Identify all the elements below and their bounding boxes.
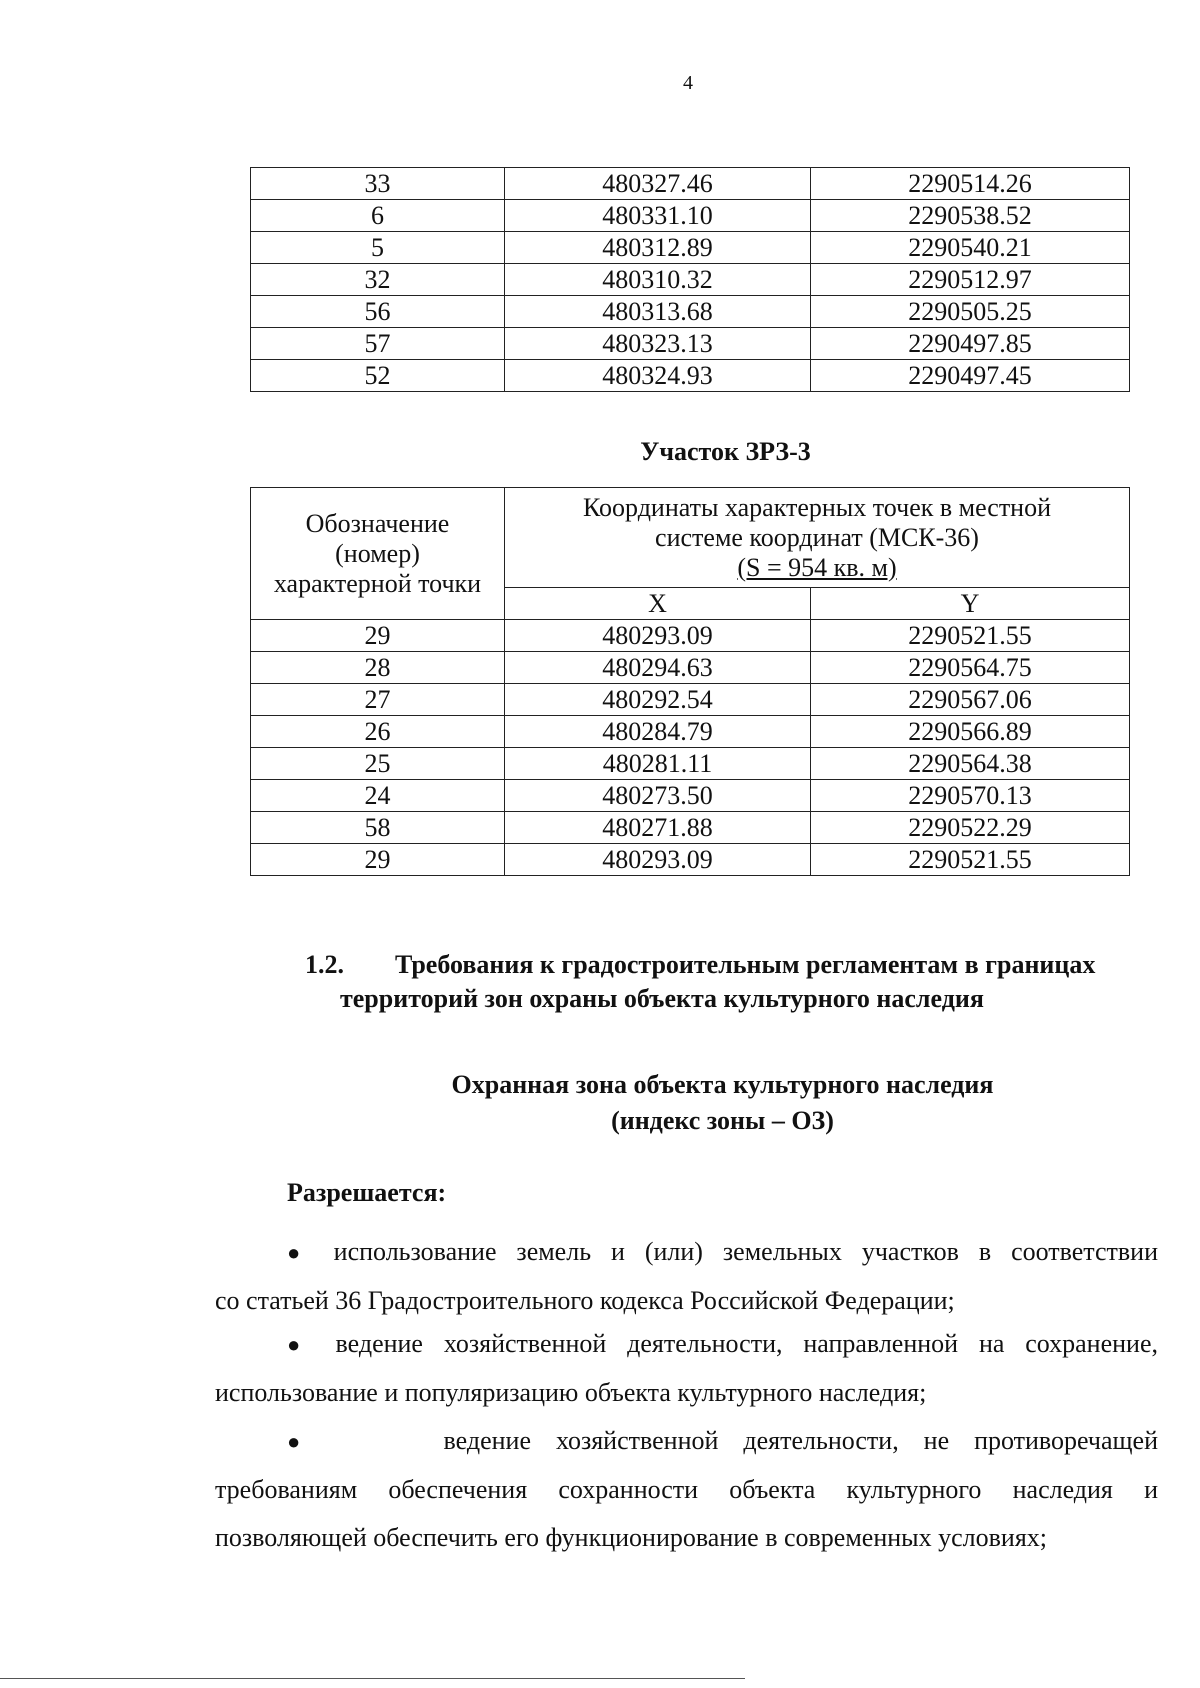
header-x: X: [505, 588, 811, 620]
cell-x: 480294.63: [505, 652, 811, 684]
cell-x: 480292.54: [505, 684, 811, 716]
table-body: [251, 620, 1130, 876]
cell-x: 480323.13: [505, 328, 811, 360]
table-row: [251, 684, 1130, 716]
cell-y: 2290521.55: [811, 620, 1130, 652]
footer-divider: [0, 1678, 745, 1679]
table-row: [251, 748, 1130, 780]
cell-x: 480327.46: [505, 168, 811, 200]
cell-y: 2290514.26: [811, 168, 1130, 200]
cell-y: 2290522.29: [811, 812, 1130, 844]
item-text: со статьей 36 Градостроительного кодекса Российской Федерации;: [215, 1286, 955, 1315]
cell-y: 2290564.38: [811, 748, 1130, 780]
table-row: [251, 812, 1130, 844]
cell-point-number: 5: [251, 232, 505, 264]
zone-index-line: (индекс зоны – ОЗ): [611, 1106, 834, 1135]
item-text: ведение хозяйственной деятельности, направленной на сохранение,: [335, 1329, 1159, 1358]
permitted-item-3: [215, 1417, 1158, 1562]
bullet-icon: ●: [287, 1429, 319, 1454]
table-row: [251, 264, 1130, 296]
cell-point-number: 58: [251, 812, 505, 844]
header-coordinates: [505, 488, 1130, 588]
item-text: использование и популяризацию объекта культурного наследия;: [215, 1378, 927, 1407]
section-heading-line: территорий зон охраны объекта культурного наследия: [340, 984, 984, 1013]
cell-y: 2290497.85: [811, 328, 1130, 360]
header-y: Y: [811, 588, 1130, 620]
protection-zone-title: [0, 1067, 1200, 1139]
bullet-icon: ●: [287, 1240, 314, 1265]
header-left-line: Обозначение: [305, 508, 450, 538]
table-row: [251, 328, 1130, 360]
table-row: [251, 168, 1130, 200]
cell-y: 2290540.21: [811, 232, 1130, 264]
permitted-item-1: [215, 1228, 1158, 1325]
coordinates-table-continued: [250, 167, 1130, 392]
table-row: [251, 360, 1130, 392]
table-header-row: [251, 488, 1130, 588]
cell-point-number: 25: [251, 748, 505, 780]
cell-point-number: 33: [251, 168, 505, 200]
zone-title-line: Охранная зона объекта культурного наследия: [451, 1070, 994, 1099]
table-body: [251, 168, 1130, 392]
page-number: 4: [683, 72, 693, 94]
zrz3-title: Участок ЗРЗ-3: [640, 437, 811, 466]
cell-point-number: 29: [251, 620, 505, 652]
section-heading-line: Требования к градостроительным регламентам в границах: [395, 950, 1096, 979]
cell-x: 480312.89: [505, 232, 811, 264]
header-right-line: системе координат (МСК-36): [655, 522, 979, 552]
cell-y: 2290566.89: [811, 716, 1130, 748]
cell-y: 2290512.97: [811, 264, 1130, 296]
cell-y: 2290505.25: [811, 296, 1130, 328]
cell-point-number: 57: [251, 328, 505, 360]
item-text: ведение хозяйственной деятельности, не противоречащей: [443, 1426, 1158, 1455]
header-right-line: (S = 954 кв. м): [737, 552, 897, 582]
header-point-designation: [251, 488, 505, 620]
cell-point-number: 32: [251, 264, 505, 296]
table-row: [251, 296, 1130, 328]
cell-x: 480293.09: [505, 844, 811, 876]
cell-x: 480284.79: [505, 716, 811, 748]
cell-y: 2290567.06: [811, 684, 1130, 716]
coordinates-table-zrz3: [250, 487, 1130, 876]
cell-x: 480271.88: [505, 812, 811, 844]
bullet-icon: ●: [287, 1332, 315, 1357]
cell-x: 480313.68: [505, 296, 811, 328]
permitted-item-2: [215, 1320, 1158, 1417]
cell-y: 2290521.55: [811, 844, 1130, 876]
item-text: требованиям обеспечения сохранности объекта культурного наследия и позволяющей обеспечить его функционирование в современных условиях;: [215, 1475, 1158, 1552]
header-left-line: характерной точки: [273, 568, 482, 598]
table-row: [251, 716, 1130, 748]
cell-point-number: 27: [251, 684, 505, 716]
cell-point-number: 28: [251, 652, 505, 684]
table-row: [251, 232, 1130, 264]
cell-y: 2290497.45: [811, 360, 1130, 392]
cell-point-number: 56: [251, 296, 505, 328]
cell-y: 2290564.75: [811, 652, 1130, 684]
cell-x: 480331.10: [505, 200, 811, 232]
table-row: [251, 200, 1130, 232]
item-text: использование земель и (или) земельных участков в соответствии: [333, 1237, 1158, 1266]
allowed-label: Разрешается:: [287, 1178, 447, 1207]
cell-x: 480324.93: [505, 360, 811, 392]
cell-point-number: 52: [251, 360, 505, 392]
table-row: [251, 652, 1130, 684]
cell-x: 480293.09: [505, 620, 811, 652]
header-right-line: Координаты характерных точек в местной: [583, 492, 1052, 522]
section-heading-1-2: [305, 948, 1185, 1016]
cell-y: 2290570.13: [811, 780, 1130, 812]
section-number: 1.2.: [305, 950, 344, 979]
cell-point-number: 24: [251, 780, 505, 812]
table-row: [251, 620, 1130, 652]
table-row: [251, 780, 1130, 812]
table-row: [251, 844, 1130, 876]
header-left-line: (номер): [335, 538, 420, 568]
cell-x: 480310.32: [505, 264, 811, 296]
cell-y: 2290538.52: [811, 200, 1130, 232]
cell-x: 480281.11: [505, 748, 811, 780]
cell-point-number: 29: [251, 844, 505, 876]
cell-point-number: 26: [251, 716, 505, 748]
cell-x: 480273.50: [505, 780, 811, 812]
cell-point-number: 6: [251, 200, 505, 232]
